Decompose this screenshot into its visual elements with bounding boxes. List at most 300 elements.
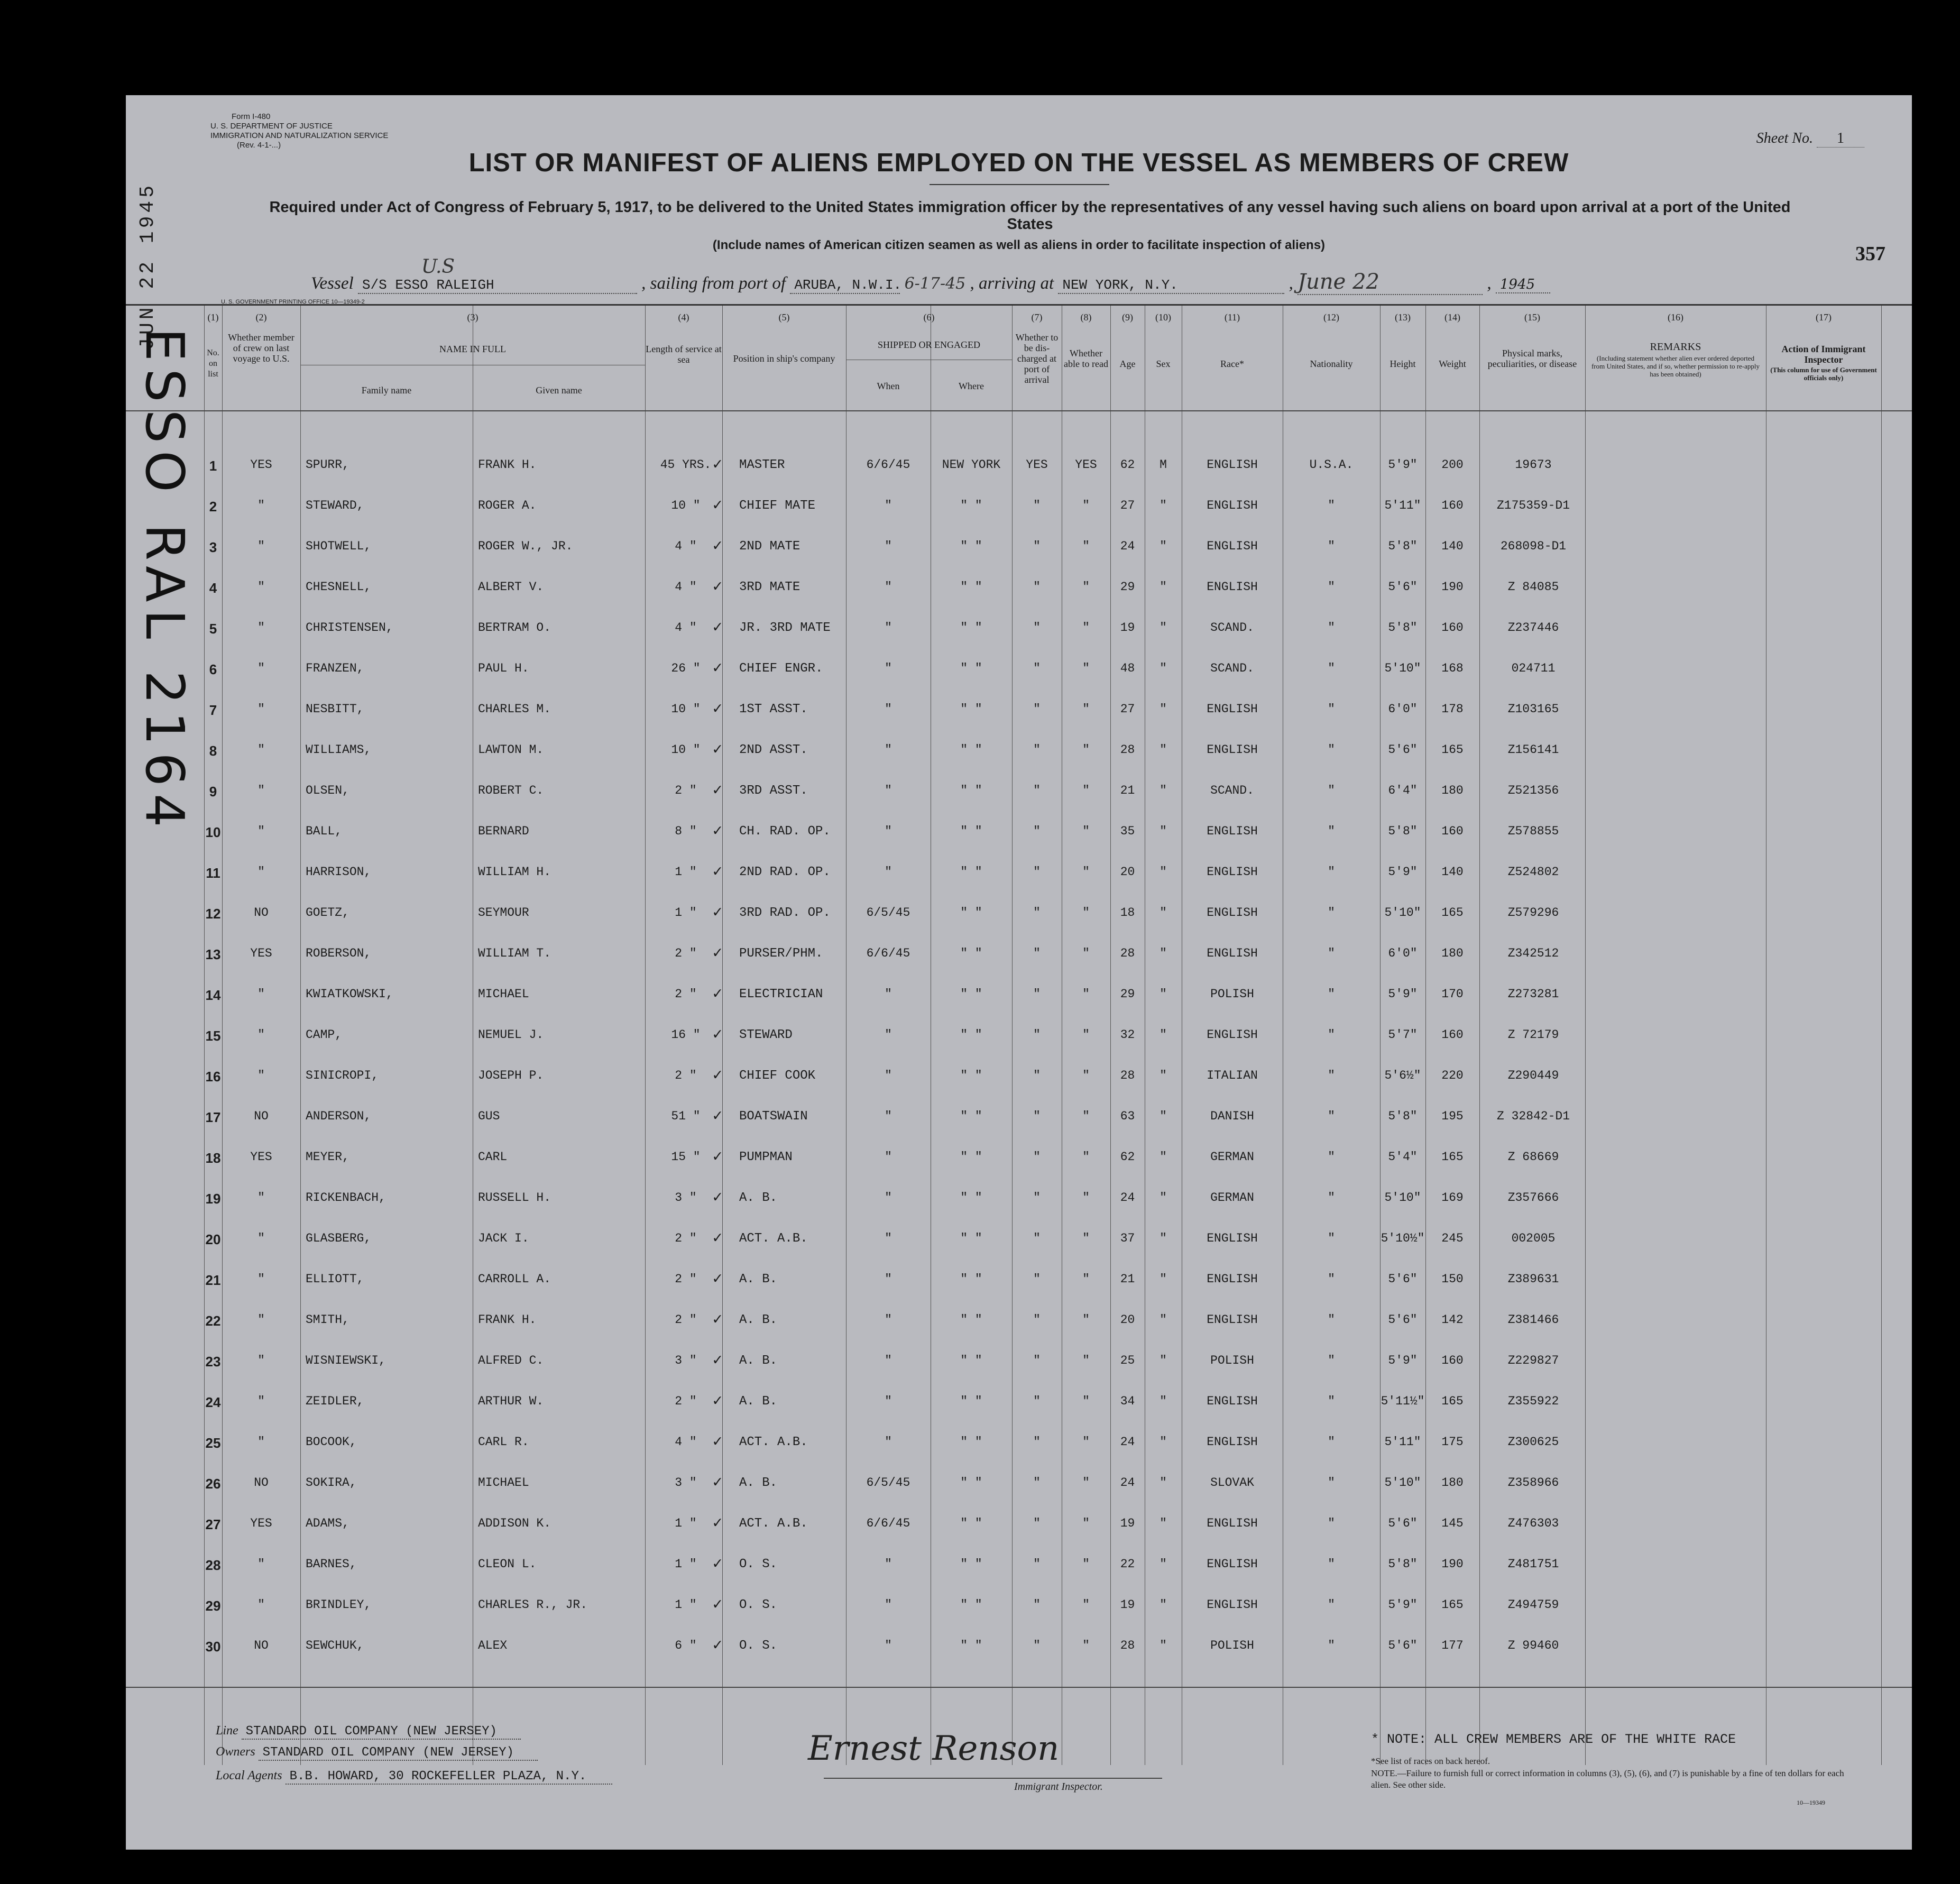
shipped-where-cell: " " bbox=[960, 865, 982, 879]
given-name-cell: CARL bbox=[478, 1150, 508, 1164]
checkmark-icon: ✓ bbox=[713, 945, 723, 963]
nationality-cell: " bbox=[1328, 1313, 1335, 1327]
nationality-cell: " bbox=[1328, 1639, 1335, 1652]
weight-cell: 150 bbox=[1441, 1272, 1464, 1286]
shipped-when-cell: " bbox=[885, 1435, 892, 1449]
height-cell: 5'9" bbox=[1388, 865, 1418, 879]
service-length-cell: 3 " bbox=[675, 1476, 697, 1490]
last-voyage-cell: " bbox=[257, 499, 265, 512]
weight-cell: 140 bbox=[1441, 539, 1464, 553]
row-number: 11 bbox=[206, 865, 220, 881]
last-voyage-cell: YES bbox=[250, 946, 272, 960]
header-remarks-detail: (Including statement whether alien ever ordered deported from United States, and if so, whether permission to re-apply has been obtained) bbox=[1591, 354, 1760, 378]
nationality-cell: " bbox=[1328, 1598, 1335, 1612]
nationality-cell: " bbox=[1328, 1109, 1335, 1123]
sex-cell: " bbox=[1160, 621, 1167, 635]
last-voyage-cell: " bbox=[257, 702, 265, 716]
row-number: 2 bbox=[209, 499, 217, 514]
physical-marks-cell: Z355922 bbox=[1507, 1394, 1559, 1408]
given-name-cell: CHARLES M. bbox=[478, 702, 551, 716]
able-to-read-cell: " bbox=[1082, 824, 1090, 838]
race-cell: ENGLISH bbox=[1207, 1435, 1258, 1449]
height-cell: 5'6" bbox=[1388, 1517, 1418, 1530]
physical-marks-cell: Z342512 bbox=[1507, 946, 1559, 960]
last-voyage-cell: " bbox=[257, 865, 265, 879]
nationality-cell: " bbox=[1328, 1517, 1335, 1530]
given-name-cell: ALFRED C. bbox=[478, 1354, 544, 1367]
race-cell: ENGLISH bbox=[1207, 1557, 1258, 1571]
column-number: (8) bbox=[1080, 312, 1092, 323]
column-number: (15) bbox=[1524, 312, 1540, 323]
last-voyage-cell: " bbox=[257, 1028, 265, 1042]
print-code: 10—19349 bbox=[1797, 1799, 1825, 1806]
given-name-cell: FRANK H. bbox=[478, 458, 537, 472]
given-name-cell: LAWTON M. bbox=[478, 743, 544, 757]
checkmark-icon: ✓ bbox=[713, 863, 723, 881]
position-cell: ACT. A.B. bbox=[739, 1232, 808, 1246]
height-cell: 5'10½" bbox=[1381, 1232, 1425, 1245]
table-row bbox=[126, 1069, 1912, 1090]
table-row bbox=[126, 458, 1912, 479]
row-number: 29 bbox=[205, 1598, 221, 1614]
height-cell: 5'10" bbox=[1384, 661, 1421, 675]
header-sex: Sex bbox=[1156, 359, 1171, 369]
discharge-cell: " bbox=[1033, 987, 1041, 1001]
shipped-where-cell: " " bbox=[960, 1517, 982, 1530]
physical-marks-cell: Z578855 bbox=[1507, 824, 1559, 838]
height-cell: 5'8" bbox=[1388, 621, 1418, 635]
page-stamp-number: 357 bbox=[1855, 243, 1885, 265]
column-number: (12) bbox=[1323, 312, 1339, 323]
shipped-where-cell: " " bbox=[960, 1598, 982, 1612]
table-row bbox=[126, 702, 1912, 723]
family-name-cell: SOKIRA, bbox=[306, 1476, 357, 1490]
sex-cell: " bbox=[1160, 906, 1167, 920]
given-name-cell: ALEX bbox=[478, 1639, 508, 1652]
row-number: 7 bbox=[209, 702, 217, 718]
last-voyage-cell: " bbox=[257, 1272, 265, 1286]
shipped-when-cell: " bbox=[885, 824, 892, 838]
race-cell: ENGLISH bbox=[1207, 1517, 1258, 1530]
header-last-voyage: Whether member of crew on last voyage to U.S. bbox=[228, 332, 295, 364]
last-voyage-cell: " bbox=[257, 1598, 265, 1612]
sex-cell: " bbox=[1160, 824, 1167, 838]
service-length-cell: 8 " bbox=[675, 824, 697, 838]
nationality-cell: " bbox=[1328, 1232, 1335, 1245]
margin-handwritten-note: ESSO RAL 2164 bbox=[134, 328, 196, 835]
service-length-cell: 16 " bbox=[671, 1028, 701, 1042]
position-cell: A. B. bbox=[739, 1476, 778, 1490]
family-name-cell: SEWCHUK, bbox=[306, 1639, 364, 1652]
physical-marks-cell: Z481751 bbox=[1507, 1557, 1559, 1571]
position-cell: 2ND RAD. OP. bbox=[739, 865, 831, 879]
given-name-cell: ROGER W., JR. bbox=[478, 539, 573, 553]
inspector-signature: Ernest Renson bbox=[808, 1729, 1060, 1768]
physical-marks-cell: Z357666 bbox=[1507, 1191, 1559, 1205]
table-row bbox=[126, 987, 1912, 1008]
last-voyage-cell: " bbox=[257, 824, 265, 838]
checkmark-icon: ✓ bbox=[713, 1148, 723, 1166]
nationality-cell: " bbox=[1328, 906, 1335, 920]
family-name-cell: NESBITT, bbox=[306, 702, 364, 716]
position-cell: 2ND ASST. bbox=[739, 743, 808, 757]
position-cell: A. B. bbox=[739, 1272, 778, 1286]
weight-cell: 160 bbox=[1441, 621, 1464, 635]
nationality-cell: " bbox=[1328, 580, 1335, 594]
shipped-when-cell: " bbox=[885, 865, 892, 879]
weight-cell: 169 bbox=[1441, 1191, 1464, 1205]
discharge-cell: " bbox=[1033, 1557, 1041, 1571]
checkmark-icon: ✓ bbox=[713, 1311, 723, 1329]
height-cell: 5'6" bbox=[1388, 1313, 1418, 1327]
header-where: Where bbox=[959, 381, 984, 391]
physical-marks-cell: Z156141 bbox=[1507, 743, 1559, 757]
header-bottom-rule bbox=[126, 410, 1912, 411]
checkmark-icon: ✓ bbox=[713, 741, 723, 759]
able-to-read-cell: " bbox=[1082, 987, 1090, 1001]
race-cell: ENGLISH bbox=[1207, 702, 1258, 716]
shipped-where-cell: " " bbox=[960, 784, 982, 797]
last-voyage-cell: " bbox=[257, 539, 265, 553]
able-to-read-cell: " bbox=[1082, 1109, 1090, 1123]
physical-marks-cell: Z229827 bbox=[1507, 1354, 1559, 1367]
given-name-cell: SEYMOUR bbox=[478, 906, 529, 920]
header-shipped-engaged: SHIPPED OR ENGAGED bbox=[877, 339, 980, 350]
age-cell: 34 bbox=[1120, 1394, 1135, 1408]
last-voyage-cell: " bbox=[257, 743, 265, 757]
height-cell: 5'8" bbox=[1388, 824, 1418, 838]
row-number: 28 bbox=[205, 1557, 221, 1573]
service-length-cell: 1 " bbox=[675, 865, 697, 879]
height-cell: 5'6" bbox=[1388, 743, 1418, 757]
checkmark-icon: ✓ bbox=[713, 1189, 723, 1207]
given-name-cell: BERNARD bbox=[478, 824, 529, 838]
sex-cell: " bbox=[1160, 1028, 1167, 1042]
race-cell: POLISH bbox=[1210, 987, 1254, 1001]
family-name-cell: STEWARD, bbox=[306, 499, 364, 512]
age-cell: 21 bbox=[1120, 1272, 1135, 1286]
arrival-year: 1945 bbox=[1496, 277, 1550, 293]
shipped-where-cell: " " bbox=[960, 499, 982, 512]
footer-agents bbox=[216, 1769, 612, 1785]
race-cell: SCAND. bbox=[1210, 661, 1254, 675]
header-family-name: Family name bbox=[361, 385, 412, 396]
vessel-name: S/S ESSO RALEIGH bbox=[362, 277, 494, 293]
family-name-cell: GLASBERG, bbox=[306, 1232, 372, 1245]
physical-marks-cell: Z 32842-D1 bbox=[1496, 1109, 1570, 1123]
position-cell: ELECTRICIAN bbox=[739, 987, 823, 1001]
race-cell: ENGLISH bbox=[1207, 580, 1258, 594]
shipped-when-cell: " bbox=[885, 1191, 892, 1205]
given-name-cell: CARL R. bbox=[478, 1435, 529, 1449]
position-cell: CHIEF MATE bbox=[739, 499, 816, 513]
header-inspector-detail: (This column for use of Government officials only) bbox=[1770, 366, 1877, 382]
voyage-line: Vessel U.S S/S ESSO RALEIGH , sailing from port of ARUBA, N.W.I. 6-17-45 , arriving at NEW YORK, N.Y. , June 22 , 1945 bbox=[311, 270, 1550, 295]
physical-marks-cell: Z290449 bbox=[1507, 1069, 1559, 1082]
header-nationality: Nationality bbox=[1310, 359, 1353, 369]
table-row bbox=[126, 824, 1912, 845]
able-to-read-cell: " bbox=[1082, 499, 1090, 512]
include-note: (Include names of American citizen seamen as well as aliens in order to facilitate inspection of aliens) bbox=[712, 238, 1326, 252]
able-to-read-cell: " bbox=[1082, 1313, 1090, 1327]
discharge-cell: " bbox=[1033, 1028, 1041, 1042]
table-row bbox=[126, 906, 1912, 927]
able-to-read-cell: " bbox=[1082, 1272, 1090, 1286]
age-cell: 28 bbox=[1120, 1639, 1135, 1652]
physical-marks-cell: 268098-D1 bbox=[1500, 539, 1567, 553]
service-length-cell: 10 " bbox=[671, 743, 701, 757]
header-name-in-full: NAME IN FULL bbox=[439, 344, 506, 354]
sheet-number-label: Sheet No. bbox=[1756, 130, 1813, 146]
service-length-cell: 45 YRS. bbox=[660, 458, 712, 472]
shipped-when-cell: 6/5/45 bbox=[866, 906, 910, 920]
physical-marks-cell: 002005 bbox=[1511, 1232, 1556, 1245]
family-name-cell: SMITH, bbox=[306, 1313, 349, 1327]
race-cell: ENGLISH bbox=[1207, 499, 1258, 512]
checkmark-icon: ✓ bbox=[713, 1474, 723, 1492]
header-remarks: REMARKS bbox=[1650, 341, 1701, 353]
shipped-when-cell: 6/5/45 bbox=[866, 1476, 910, 1490]
able-to-read-cell: YES bbox=[1075, 458, 1097, 472]
service-length-cell: 2 " bbox=[675, 987, 697, 1001]
given-name-cell: CHARLES R., JR. bbox=[478, 1598, 588, 1612]
sex-cell: " bbox=[1160, 1517, 1167, 1530]
able-to-read-cell: " bbox=[1082, 702, 1090, 716]
height-cell: 5'4" bbox=[1388, 1150, 1418, 1164]
given-name-cell: ROBERT C. bbox=[478, 784, 544, 797]
column-number: (2) bbox=[255, 312, 267, 323]
shipped-where-cell: " " bbox=[960, 1150, 982, 1164]
last-voyage-cell: " bbox=[257, 1232, 265, 1245]
shipped-where-cell: " " bbox=[960, 1476, 982, 1490]
nationality-cell: " bbox=[1328, 824, 1335, 838]
last-voyage-cell: " bbox=[257, 621, 265, 635]
race-cell: GERMAN bbox=[1210, 1150, 1254, 1164]
height-cell: 5'10" bbox=[1384, 906, 1421, 920]
shipped-where-cell: " " bbox=[960, 1069, 982, 1082]
discharge-cell: " bbox=[1033, 1191, 1041, 1205]
row-number: 19 bbox=[205, 1191, 221, 1207]
title-divider bbox=[930, 184, 1109, 185]
race-cell: POLISH bbox=[1210, 1354, 1254, 1367]
discharge-cell: " bbox=[1033, 906, 1041, 920]
column-number: (5) bbox=[778, 312, 790, 323]
last-voyage-cell: " bbox=[257, 661, 265, 675]
shipped-when-cell: " bbox=[885, 1598, 892, 1612]
nationality-cell: " bbox=[1328, 784, 1335, 797]
physical-marks-cell: Z381466 bbox=[1507, 1313, 1559, 1327]
table-row bbox=[126, 1109, 1912, 1131]
position-cell: 1ST ASST. bbox=[739, 702, 808, 716]
table-row bbox=[126, 946, 1912, 968]
age-cell: 20 bbox=[1120, 1313, 1135, 1327]
service-name: IMMIGRATION AND NATURALIZATION SERVICE bbox=[210, 131, 389, 140]
physical-marks-cell: Z 84085 bbox=[1507, 580, 1559, 594]
checkmark-icon: ✓ bbox=[713, 1556, 723, 1574]
age-cell: 19 bbox=[1120, 1517, 1135, 1530]
position-cell: 3RD ASST. bbox=[739, 784, 808, 798]
sailing-port: ARUBA, N.W.I. bbox=[790, 277, 900, 294]
given-name-cell: ALBERT V. bbox=[478, 580, 544, 594]
position-cell: CHIEF ENGR. bbox=[739, 661, 823, 676]
table-row bbox=[126, 539, 1912, 560]
physical-marks-cell: Z237446 bbox=[1507, 621, 1559, 635]
page-title: LIST OR MANIFEST OF ALIENS EMPLOYED ON THE VESSEL AS MEMBERS OF CREW bbox=[468, 149, 1569, 177]
age-cell: 19 bbox=[1120, 621, 1135, 635]
race-cell: ENGLISH bbox=[1207, 743, 1258, 757]
manifest-sheet bbox=[126, 95, 1912, 1850]
discharge-cell: YES bbox=[1026, 458, 1048, 472]
shipped-where-cell: " " bbox=[960, 987, 982, 1001]
checkmark-icon: ✓ bbox=[713, 986, 723, 1004]
able-to-read-cell: " bbox=[1082, 865, 1090, 879]
height-cell: 5'6" bbox=[1388, 1272, 1418, 1286]
age-cell: 24 bbox=[1120, 1191, 1135, 1205]
position-cell: STEWARD bbox=[739, 1028, 793, 1042]
family-name-cell: BARNES, bbox=[306, 1557, 357, 1571]
able-to-read-cell: " bbox=[1082, 1028, 1090, 1042]
able-to-read-cell: " bbox=[1082, 1354, 1090, 1367]
given-name-cell: JACK I. bbox=[478, 1232, 529, 1245]
race-cell: ITALIAN bbox=[1207, 1069, 1258, 1082]
service-length-cell: 4 " bbox=[675, 621, 697, 635]
height-cell: 5'7" bbox=[1388, 1028, 1418, 1042]
row-number: 14 bbox=[205, 987, 221, 1003]
service-length-cell: 51 " bbox=[671, 1109, 701, 1123]
nationality-cell: " bbox=[1328, 621, 1335, 635]
weight-cell: 145 bbox=[1441, 1517, 1464, 1530]
shipped-when-cell: " bbox=[885, 1150, 892, 1164]
age-cell: 22 bbox=[1120, 1557, 1135, 1571]
header-age: Age bbox=[1119, 359, 1136, 369]
table-row bbox=[126, 865, 1912, 886]
service-length-cell: 1 " bbox=[675, 1557, 697, 1571]
header-discharged: Whether to be dis-charged at port of arrival bbox=[1015, 332, 1059, 385]
sex-cell: " bbox=[1160, 1435, 1167, 1449]
column-number: (4) bbox=[678, 312, 689, 323]
table-row bbox=[126, 1191, 1912, 1212]
table-bottom-rule bbox=[126, 1687, 1912, 1688]
table-row bbox=[126, 1313, 1912, 1334]
checkmark-icon: ✓ bbox=[713, 1352, 723, 1370]
service-length-cell: 1 " bbox=[675, 1517, 697, 1530]
row-number: 21 bbox=[205, 1272, 221, 1288]
family-name-cell: SHOTWELL, bbox=[306, 539, 372, 553]
nationality-cell: " bbox=[1328, 1394, 1335, 1408]
race-cell: ENGLISH bbox=[1207, 865, 1258, 879]
discharge-cell: " bbox=[1033, 1069, 1041, 1082]
discharge-cell: " bbox=[1033, 743, 1041, 757]
service-length-cell: 10 " bbox=[671, 499, 701, 512]
nationality-cell: " bbox=[1328, 1069, 1335, 1082]
checkmark-icon: ✓ bbox=[713, 497, 723, 515]
vessel-label: Vessel bbox=[311, 274, 354, 293]
white-race-note: * NOTE: ALL CREW MEMBERS ARE OF THE WHITE RACE bbox=[1371, 1732, 1736, 1747]
discharge-cell: " bbox=[1033, 539, 1041, 553]
shipped-when-cell: " bbox=[885, 539, 892, 553]
checkmark-icon: ✓ bbox=[713, 1271, 723, 1289]
shipped-when-cell: 6/6/45 bbox=[866, 946, 910, 960]
discharge-cell: " bbox=[1033, 702, 1041, 716]
position-cell: O. S. bbox=[739, 1557, 778, 1571]
weight-cell: 190 bbox=[1441, 1557, 1464, 1571]
footer-owners bbox=[216, 1745, 538, 1761]
discharge-cell: " bbox=[1033, 1150, 1041, 1164]
race-cell: ENGLISH bbox=[1207, 906, 1258, 920]
family-name-cell: RICKENBACH, bbox=[306, 1191, 386, 1205]
table-row bbox=[126, 743, 1912, 764]
last-voyage-cell: " bbox=[257, 1394, 265, 1408]
able-to-read-cell: " bbox=[1082, 580, 1090, 594]
height-cell: 6'4" bbox=[1388, 784, 1418, 797]
last-voyage-cell: YES bbox=[250, 1150, 272, 1164]
sex-cell: " bbox=[1160, 580, 1167, 594]
able-to-read-cell: " bbox=[1082, 1517, 1090, 1530]
height-cell: 5'8" bbox=[1388, 1109, 1418, 1123]
race-cell: POLISH bbox=[1210, 1639, 1254, 1652]
discharge-cell: " bbox=[1033, 661, 1041, 675]
family-name-cell: WISNIEWSKI, bbox=[306, 1354, 386, 1367]
row-number: 25 bbox=[205, 1435, 221, 1451]
shipped-where-cell: " " bbox=[960, 1232, 982, 1245]
discharge-cell: " bbox=[1033, 1313, 1041, 1327]
position-cell: O. S. bbox=[739, 1639, 778, 1653]
age-cell: 20 bbox=[1120, 865, 1135, 879]
weight-cell: 165 bbox=[1441, 743, 1464, 757]
header-physical-marks: Physical marks, peculiarities, or disease bbox=[1487, 348, 1577, 369]
weight-cell: 170 bbox=[1441, 987, 1464, 1001]
column-number: (10) bbox=[1155, 312, 1171, 323]
last-voyage-cell: " bbox=[257, 784, 265, 797]
position-cell: O. S. bbox=[739, 1598, 778, 1612]
discharge-cell: " bbox=[1033, 621, 1041, 635]
owners-value: STANDARD OIL COMPANY (NEW JERSEY) bbox=[259, 1745, 538, 1761]
sheet-number-value: 1 bbox=[1817, 130, 1864, 148]
race-cell: ENGLISH bbox=[1207, 824, 1258, 838]
height-cell: 5'8" bbox=[1388, 1557, 1418, 1571]
agents-label: Local Agents bbox=[216, 1769, 282, 1782]
header-when: When bbox=[877, 381, 900, 391]
position-cell: MASTER bbox=[739, 458, 785, 472]
sex-cell: " bbox=[1160, 784, 1167, 797]
service-length-cell: 2 " bbox=[675, 1313, 697, 1327]
nationality-cell: " bbox=[1328, 1557, 1335, 1571]
shipped-when-cell: " bbox=[885, 661, 892, 675]
age-cell: 21 bbox=[1120, 784, 1135, 797]
table-row bbox=[126, 621, 1912, 642]
row-number: 12 bbox=[205, 906, 221, 922]
family-name-cell: ROBERSON, bbox=[306, 946, 372, 960]
family-name-cell: ANDERSON, bbox=[306, 1109, 372, 1123]
age-cell: 19 bbox=[1120, 1598, 1135, 1612]
nationality-cell: " bbox=[1328, 1028, 1335, 1042]
arriving-port: NEW YORK, N.Y. bbox=[1058, 277, 1284, 294]
table-row bbox=[126, 1557, 1912, 1578]
sex-cell: " bbox=[1160, 1394, 1167, 1408]
sex-cell: " bbox=[1160, 1069, 1167, 1082]
height-cell: 5'11½" bbox=[1381, 1394, 1425, 1408]
given-name-cell: GUS bbox=[478, 1109, 500, 1123]
family-name-cell: CHRISTENSEN, bbox=[306, 621, 393, 635]
shipped-when-cell: " bbox=[885, 1639, 892, 1652]
shipped-where-cell: " " bbox=[960, 1435, 982, 1449]
row-number: 15 bbox=[205, 1028, 221, 1044]
position-cell: A. B. bbox=[739, 1191, 778, 1205]
shipped-when-cell: " bbox=[885, 621, 892, 635]
sex-cell: " bbox=[1160, 1476, 1167, 1490]
shipped-where-cell: " " bbox=[960, 824, 982, 838]
age-cell: 32 bbox=[1120, 1028, 1135, 1042]
